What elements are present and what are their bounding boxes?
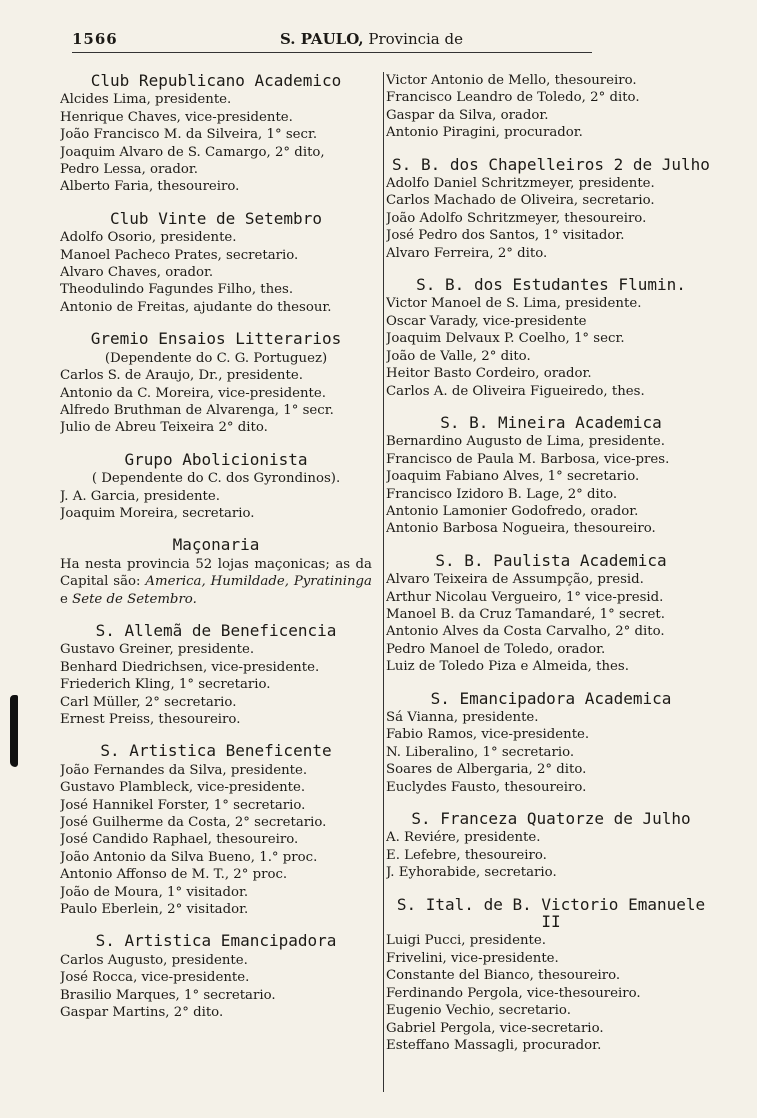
entry-line: José Rocca, vice-presidente. [60,970,250,986]
ink-blot [10,695,18,767]
entry-line: Francisco Izidoro B. Lage, 2° dito. [386,486,618,502]
section-heading: S. Franceza Quatorze de Julho [411,809,691,829]
entry-line: Adolfo Osorio, presidente. [60,230,237,246]
entry-line: Carlos Augusto, presidente. [60,952,248,968]
entry-line: Luigi Pucci, presidente. [386,933,546,949]
entry-line: José Hannikel Forster, 1° secretario. [60,797,306,813]
entry-line: Antonio Affonso de M. T., 2° proc. [60,867,288,883]
entry-line: Luiz de Toledo Piza e Almeida, thes. [386,659,629,675]
entry-line: Benhard Diedrichsen, vice-presidente. [60,659,320,675]
entry-line: José Guilherme da Costa, 2° secretario. [60,815,327,831]
section-subtitle: ( Dependente do C. dos Gyrondinos). [91,471,341,487]
entry-line: Oscar Varady, vice-presidente [386,313,587,329]
entry-line: Alcides Lima, presidente. [60,92,232,108]
entry-line: Alvaro Ferreira, 2° dito. [386,245,548,261]
entry-line: J. Eyhorabide, secretario. [386,865,557,881]
entry-line: E. Lefebre, thesoureiro. [386,847,547,863]
paragraph-text: e [60,591,73,607]
entry-line: João de Valle, 2° dito. [386,348,531,364]
entry-line: Carlos A. de Oliveira Figueiredo, thes. [386,383,645,399]
section-paragraph [60,556,372,608]
entry-line: Manoel Pacheco Prates, secretario. [60,247,299,263]
entry-line: Antonio Alves da Costa Carvalho, 2° dito. [386,624,665,640]
entry-line: Gustavo Greiner, presidente. [60,642,255,658]
entry-line: Pedro Manoel de Toledo, orador. [386,641,606,657]
section-heading: S. Emancipadora Academica [430,688,672,708]
entry-line: Gabriel Pergola, vice-secretario. [386,1020,604,1036]
entry-line: Julio de Abreu Teixeira 2° dito. [60,420,268,436]
entry-line: João de Moura, 1° visitador. [60,884,249,900]
entry-line: Joaquim Moreira, secretario. [60,505,255,521]
entry-line: Joaquim Delvaux P. Coelho, 1° secr. [386,331,625,347]
entry-line: Joaquim Alvaro de S. Camargo, 2° dito, [60,144,325,160]
entry-line: Francisco de Paula M. Barbosa, vice-pres. [386,451,670,467]
section-heading: S. B. dos Chapelleiros 2 de Julho [392,154,710,174]
paragraph-text: Ha nesta provincia 52 lojas maçonicas; as da Capital são: [60,556,372,590]
entry-line: Bernardino Augusto de Lima, presidente. [386,434,665,450]
section-heading: Grupo Abolicionista [124,449,308,469]
entry-line: Soares de Albergaria, 2° dito. [386,762,587,778]
entry-line: Antonio Lamonier Godofredo, orador. [386,503,639,519]
section-heading: Club Vinte de Setembro [110,208,322,228]
entry-line: Alberto Faria, thesoureiro. [60,179,240,195]
section-heading: S. B. Mineira Academica [440,412,662,432]
entry-line: Euclydes Fausto, thesoureiro. [386,779,587,795]
entry-line: Antonio Piragini, procurador. [386,125,583,141]
entry-line: Theodulindo Fagundes Filho, thes. [60,282,294,298]
entry-line: Carlos Machado de Oliveira, secretario. [386,193,655,209]
entry-line: João Antonio da Silva Bueno, 1.° proc. [60,849,318,865]
entry-line: José Pedro dos Santos, 1° visitador. [386,228,625,244]
entry-line: Adolfo Daniel Schritzmeyer, presidente. [386,176,655,192]
entry-line: Gaspar Martins, 2° dito. [60,1005,224,1021]
entry-line: Henrique Chaves, vice-presidente. [60,109,293,125]
running-head-rest: Provincia de [363,30,463,48]
section-heading: Club Republicano Academico [90,71,342,90]
entry-line: Arthur Nicolau Vergueiro, 1° vice-presid. [386,589,664,605]
section-subtitle: (Dependente do C. G. Portuguez) [104,350,328,366]
paragraph-lodges: Sete de Setembro. [72,591,197,607]
running-head-bold: S. PAULO, [280,30,364,48]
entry-line: N. Liberalino, 1° secretario. [386,744,575,760]
entry-line: Constante del Bianco, thesoureiro. [386,968,621,984]
entry-line: Ferdinando Pergola, vice-thesoureiro. [386,985,641,1001]
left-column [60,72,372,1022]
entry-line: Francisco Leandro de Toledo, 2° dito. [386,90,640,106]
entry-line: Heitor Basto Cordeiro, orador. [386,366,592,382]
entry-line: João Adolfo Schritzmeyer, thesoureiro. [386,210,647,226]
entry-line: João Fernandes da Silva, presidente. [60,762,308,778]
section-heading: S. Artistica Emancipadora [95,931,337,951]
entry-line: Antonio de Freitas, ajudante do thesour. [60,299,332,315]
entry-line: Esteffano Massagli, procurador. [386,1037,602,1053]
entry-line: Antonio da C. Moreira, vice-presidente. [60,385,326,401]
entry-line: Alfredo Bruthman de Alvarenga, 1° secr. [60,402,334,418]
section-heading: S. Allemã de Beneficencia [95,620,337,640]
entry-line: José Candido Raphael, thesoureiro. [60,832,299,848]
entry-line: Carl Müller, 2° secretario. [60,694,237,710]
entry-line: Antonio Barbosa Nogueira, thesoureiro. [386,521,656,537]
entry-line: Manoel B. da Cruz Tamandaré, 1° secret. [386,606,665,622]
entry-line: Sá Vianna, presidente. [386,710,539,725]
entry-line: Victor Antonio de Mello, thesoureiro. [386,73,637,88]
entry-line: Brasilio Marques, 1° secretario. [60,987,276,1003]
section-heading: S. Ital. de B. Victorio Emanuele II [396,894,706,932]
section-heading: S. Artistica Beneficente [100,741,332,761]
section-heading: S. B. dos Estudantes Flumin. [416,275,686,295]
right-column [383,72,716,1092]
entry-line: A. Reviére, presidente. [386,830,541,846]
entry-line: Fabio Ramos, vice-presidente. [386,727,590,743]
entry-line: Eugenio Vechio, secretario. [386,1003,571,1019]
section-heading: S. B. Paulista Academica [435,550,667,570]
section-heading: Maçonaria [172,535,260,555]
page-header [72,30,592,53]
entry-line: Pedro Lessa, orador. [60,162,198,178]
entry-line: Carlos S. de Araujo, Dr., presidente. [60,368,303,384]
entry-line: Gaspar da Silva, orador. [386,107,549,123]
entry-line: Ernest Preiss, thesoureiro. [60,712,241,727]
entry-line: Paulo Eberlein, 2° visitador. [60,902,249,918]
running-head [280,30,463,48]
entry-line: Gustavo Plambleck, vice-presidente. [60,780,306,796]
paragraph-lodges: America, Humildade, Pyratininga [145,574,372,590]
entry-line: Joaquim Fabiano Alves, 1° secretario. [386,469,640,485]
entry-line: Frivelini, vice-presidente. [386,950,559,966]
page-number: 1566 [72,30,118,48]
entry-line: J. A. Garcia, presidente. [60,488,220,504]
entry-line: João Francisco M. da Silveira, 1° secr. [60,127,318,143]
entry-line: Alvaro Chaves, orador. [60,265,214,281]
entry-line: Friederich Kling, 1° secretario. [60,677,271,693]
entry-line: Victor Manoel de S. Lima, presidente. [386,296,642,312]
entry-line: Alvaro Teixeira de Assumpção, presid. [386,572,644,588]
section-heading: Gremio Ensaios Litterarios [90,329,342,349]
